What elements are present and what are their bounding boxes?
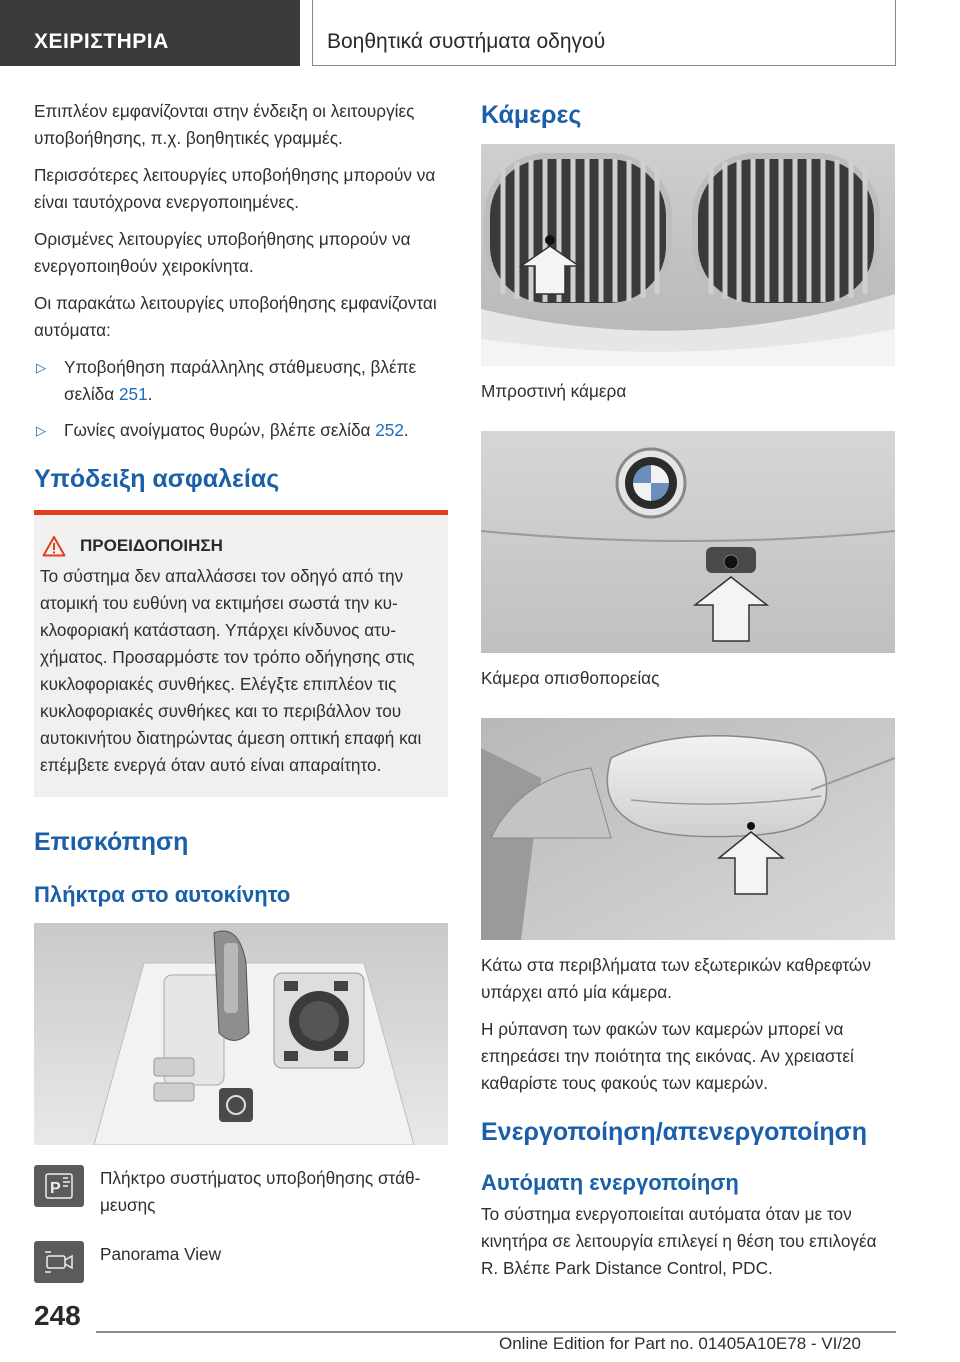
page-link-251[interactable]: 251 bbox=[118, 384, 148, 404]
paragraph-multiple-functions: Περισσότερες λειτουργίες υποβοήθησης μπορούν να είναι ταυτόχρονα ενεργοποιημένες. bbox=[34, 165, 436, 212]
right-column bbox=[481, 98, 895, 1292]
auto-activation-heading: Αυτόματη ενεργοποίηση bbox=[481, 1170, 739, 1195]
left-column bbox=[34, 98, 448, 1283]
warning-text: Το σύστημα δεν απαλλάσσει τον οδηγό από την ατομική του ευθύνη να εκτιμήσει σωστά την κυκλοφοριακή κατάσταση. Υπάρχει κίνδυνος ατυχήματος. Προσαρμόστε τον τρόπο οδήγησης στις κυκλοφοριακές συνθήκες. Ελέγξτε επιπλέον τις κυκλοφοριακές συνθήκες και το περιβάλλον του αυτοκινήτου διατηρώντας άμεση οπτική επαφή και επέμβετε ενεργά όταν αυτό είναι απαραίτητο. bbox=[40, 566, 422, 775]
section-title: Βοηθητικά συστήματα οδηγού bbox=[312, 0, 896, 66]
footer-divider bbox=[96, 1331, 896, 1333]
center-console-photo bbox=[34, 923, 448, 1145]
panorama-view-key-row bbox=[34, 1241, 448, 1283]
page-number: 248 bbox=[34, 1300, 81, 1331]
function-list bbox=[34, 354, 448, 444]
mirror-camera-caption: Κάτω στα περιβλήματα των εξωτερικών καθρεφτών υπάρχει από μία κάμερα. bbox=[481, 955, 871, 1002]
list-item: ▷ Υποβοήθηση παράλληλης στάθμευσης, βλέπε σελίδα 251. bbox=[34, 354, 448, 408]
parking-assist-label: Πλήκτρο συστήματος υποβοήθησης στάθμευσης bbox=[100, 1168, 421, 1215]
rear-camera-caption: Κάμερα οπισθοπορείας bbox=[481, 668, 660, 688]
activation-heading: Ενεργοποίηση/απενεργοποίηση bbox=[481, 1118, 868, 1146]
overview-heading: Επισκόπηση bbox=[34, 828, 189, 856]
panorama-view-button-icon bbox=[34, 1241, 84, 1283]
page-header bbox=[0, 0, 960, 66]
chapter-title: ΧΕΙΡΙΣΤΗΡΙΑ bbox=[0, 0, 300, 66]
parking-assist-key-row bbox=[34, 1165, 448, 1219]
cameras-heading: Κάμερες bbox=[481, 101, 582, 129]
warning-title: ΠΡΟΕΙΔΟΠΟΙΗΣΗ bbox=[80, 536, 223, 555]
triangle-bullet-icon: ▷ bbox=[36, 423, 46, 438]
buttons-heading: Πλήκτρα στο αυτοκίνητο bbox=[34, 882, 291, 907]
triangle-bullet-icon: ▷ bbox=[36, 360, 46, 375]
edition-note: Online Edition for Part no. 01405A10E78 - VI/20 bbox=[499, 1334, 861, 1353]
front-camera-photo bbox=[481, 144, 895, 366]
page-link-252[interactable]: 252 bbox=[375, 420, 404, 440]
front-camera-caption: Μπροστινή κάμερα bbox=[481, 381, 627, 401]
warning-box bbox=[34, 510, 448, 797]
parking-assist-button-icon bbox=[34, 1165, 84, 1207]
panorama-view-label: Panorama View bbox=[100, 1244, 222, 1264]
paragraph-additional-functions: Επιπλέον εμφανίζονται στην ένδειξη οι λειτουργίες υποβοήθησης, π.χ. βοηθητικές γραμμές. bbox=[34, 101, 415, 148]
svg-text:P: P bbox=[50, 1180, 61, 1197]
safety-heading: Υπόδειξη ασφαλείας bbox=[34, 465, 280, 493]
rear-camera-photo bbox=[481, 431, 895, 653]
paragraph-manual-activation: Ορισμένες λειτουργίες υποβοήθησης μπορούν να ενεργοποιηθούν χειροκίνητα. bbox=[34, 229, 411, 276]
auto-activation-text: Το σύστημα ενεργοποιείται αυτόματα όταν με τον κινητήρα σε λειτουργία επιλεγεί η θέση του επιλογέα R. Βλέπε Park Distance Control, PDC. bbox=[481, 1204, 877, 1278]
warning-header bbox=[80, 535, 436, 557]
paragraph-automatic-functions: Οι παρακάτω λειτουργίες υποβοήθησης εμφανίζονται αυτόματα: bbox=[34, 293, 437, 340]
camera-cleaning-text: Η ρύπανση των φακών των καμερών μπορεί να επηρεάσει την ποιότητα της εικόνας. Αν χρειαστεί καθαρίστε τους φακούς των καμερών. bbox=[481, 1019, 854, 1093]
warning-triangle-icon bbox=[42, 535, 66, 557]
list-item: ▷ Γωνίες ανοίγματος θυρών, βλέπε σελίδα 252. bbox=[34, 417, 448, 444]
mirror-camera-photo bbox=[481, 718, 895, 940]
